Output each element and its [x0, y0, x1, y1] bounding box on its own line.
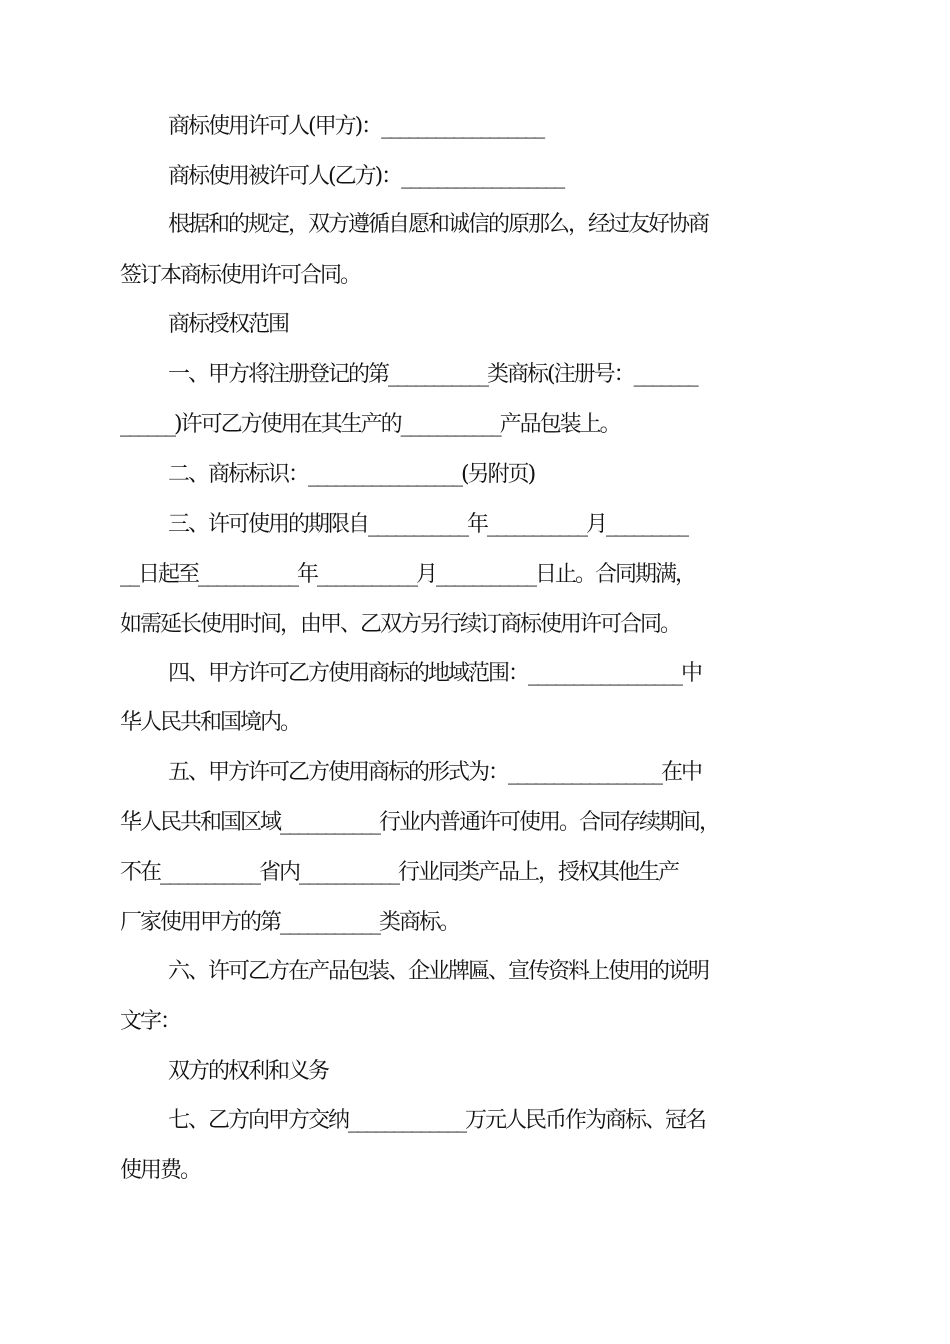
clause-6-line-2: 文字： — [120, 1009, 181, 1034]
clause-5-line-3: 不在___________省内___________行业同类产品上，授权其他生产 — [120, 860, 679, 885]
clause-5-line-2: 华人民共和国区域___________行业内普通许可使用。合同存续期间， — [120, 810, 720, 835]
clause-5-line-1: 五、甲方许可乙方使用商标的形式为：_________________在中 — [168, 760, 702, 785]
clause-7-line-2: 使用费。 — [120, 1158, 201, 1183]
clause-2-line: 二、商标标识：_________________(另附页) — [168, 462, 535, 487]
clause-1-line-1: 一、甲方将注册登记的第___________类商标(注册号：_______ — [168, 362, 697, 387]
licensor-line: 商标使用许可人(甲方)：__________________ — [168, 114, 544, 139]
clause-5-line-4: 厂家使用甲方的第___________类商标。 — [120, 910, 460, 935]
clause-3-line-1: 三、许可使用的期限自___________年___________月_________ — [168, 512, 688, 537]
preamble-line-2: 签订本商标使用许可合同。 — [120, 263, 361, 288]
clause-1-line-2: ______)许可乙方使用在其生产的___________产品包装上。 — [120, 412, 620, 437]
clause-4-line-1: 四、甲方许可乙方使用商标的地域范围：_________________中 — [168, 661, 702, 686]
licensee-line: 商标使用被许可人(乙方)：__________________ — [168, 164, 564, 189]
clause-7-line-1: 七、乙方向甲方交纳_____________万元人民币作为商标、冠名 — [168, 1108, 706, 1133]
section-heading-scope: 商标授权范围 — [168, 312, 289, 337]
section-heading-rights: 双方的权利和义务 — [168, 1059, 329, 1084]
clause-3-line-2: __日起至___________年___________月___________日止。合同期满， — [120, 562, 696, 587]
preamble-line-1: 根据和的规定，双方遵循自愿和诚信的原那么，经过友好协商 — [168, 212, 709, 237]
clause-3-line-3: 如需延长使用时间，由甲、乙双方另行续订商标使用许可合同。 — [120, 612, 681, 637]
clause-6-line-1: 六、许可乙方在产品包装、企业牌匾、宣传资料上使用的说明 — [168, 959, 709, 984]
clause-4-line-2: 华人民共和国境内。 — [120, 710, 301, 735]
